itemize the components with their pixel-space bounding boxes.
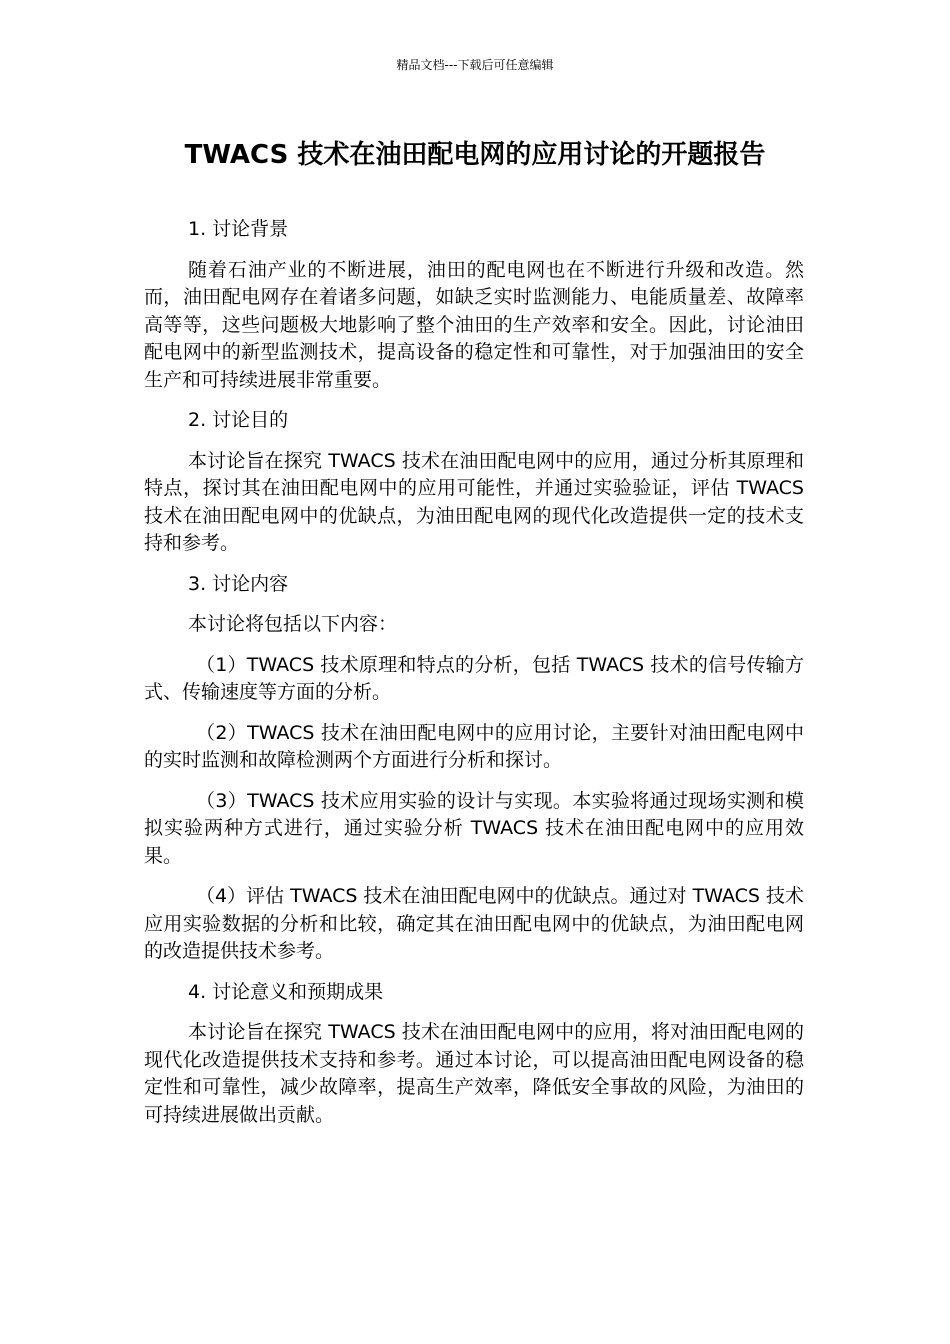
section-heading-content: 3. 讨论内容 <box>188 572 289 595</box>
section-paragraph-purpose: 本讨论旨在探究 TWACS 技术在油田配电网中的应用，通过分析其原理和特点，探讨其在油田配电网中的应用可能性，并通过实验验证，评估 TWACS 技术在油田配电网中的优缺点，为油田配电网的现代化改造提供一定的技术支持和参考。 <box>144 449 804 554</box>
document-title: TWACS 技术在油田配电网的应用讨论的开题报告 <box>184 140 766 170</box>
section-heading-purpose: 2. 讨论目的 <box>188 409 289 431</box>
section-paragraph-significance: 本讨论旨在探究 TWACS 技术在油田配电网中的应用，将对油田配电网的现代化改造提供技术支持和参考。通过本讨论，可以提高油田配电网设备的稳定性和可靠性，减少故障率，提高生产效率，降低安全事故的风险，为油田的可持续进展做出贡献。 <box>144 1021 804 1126</box>
section-heading-background: 1. 讨论背景 <box>188 218 289 240</box>
content-item-3: （3）TWACS 技术应用实验的设计与实现。本实验将通过现场实测和模拟实验两种方式进行，通过实验分析 TWACS 技术在油田配电网中的应用效果。 <box>144 789 804 867</box>
section-paragraph-background: 随着石油产业的不断进展，油田的配电网也在不断进行升级和改造。然而，油田配电网存在着诸多问题，如缺乏实时监测能力、电能质量差、故障率高等等，这些问题极大地影响了整个油田的生产效率和安全。因此，讨论油田配电网中的新型监测技术，提高设备的稳定性和可靠性，对于加强油田的安全生产和可持续进展非常重要。 <box>144 258 804 391</box>
content-item-1: （1）TWACS 技术原理和特点的分析，包括 TWACS 技术的信号传输方式、传输速度等方面的分析。 <box>144 653 804 703</box>
section-heading-significance: 4. 讨论意义和预期成果 <box>188 980 384 1003</box>
document-body <box>144 216 804 1142</box>
header-note: 精品文档---下载后可任意编辑 <box>396 58 554 72</box>
content-item-4: （4）评估 TWACS 技术在油田配电网中的优缺点。通过对 TWACS 技术应用实验数据的分析和比较，确定其在油田配电网中的优缺点，为油田配电网的改造提供技术参考。 <box>144 885 804 962</box>
content-item-2: （2）TWACS 技术在油田配电网中的应用讨论，主要针对油田配电网中的实时监测和故障检测两个方面进行分析和探讨。 <box>144 721 804 771</box>
section-intro-content: 本讨论将包括以下内容： <box>188 613 398 635</box>
